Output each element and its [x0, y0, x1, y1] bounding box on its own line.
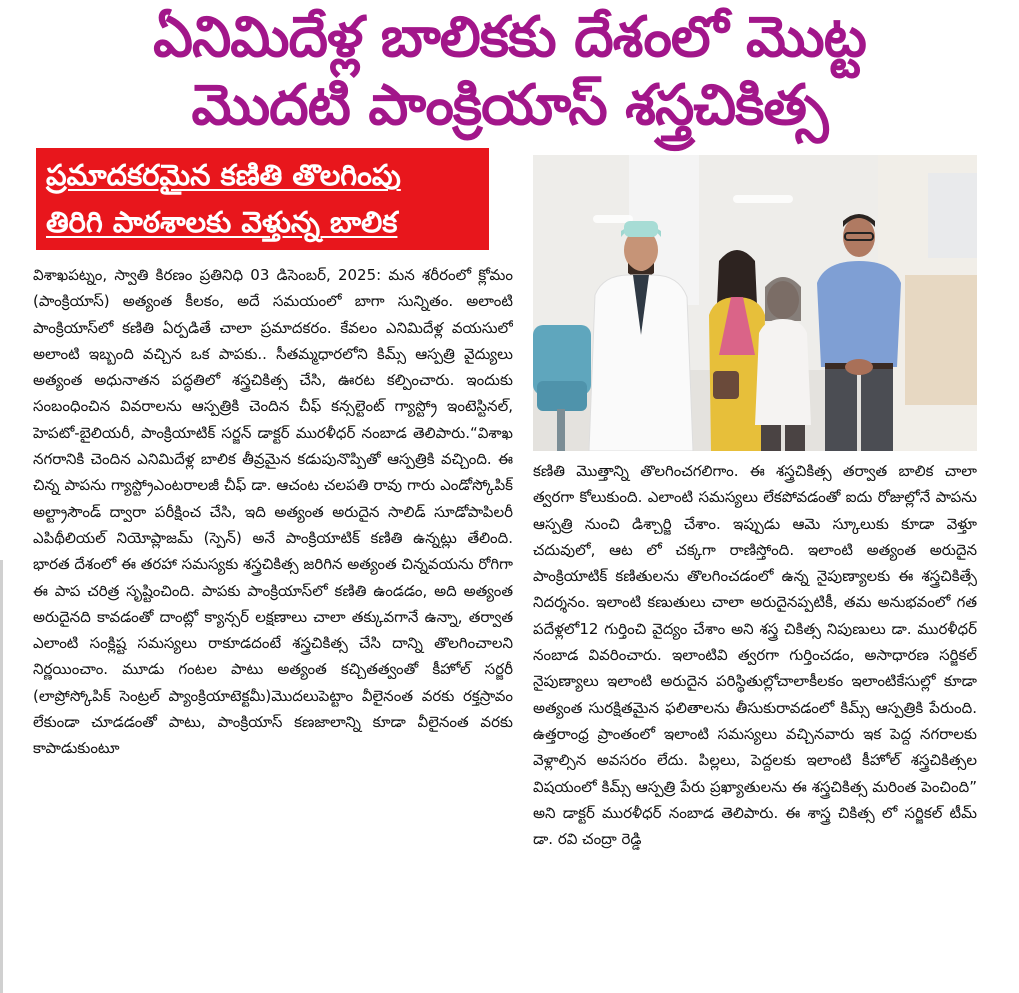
- headline-line-1: ఏనిమిదేళ్ల బాలికకు దేశంలో మొట్ట: [153, 5, 866, 70]
- subheadline-line-2: తిరిగి పాఠశాలకు వెళ్తున్న బాలిక: [46, 205, 398, 239]
- subheadline-line-1: ప్రమాదకరమైన కణితి తొలగింపు: [46, 158, 401, 192]
- page-edge-shadow: [0, 560, 3, 993]
- photo-illustration: [533, 155, 977, 451]
- article-column-left: [33, 262, 513, 993]
- subheadline-box: [36, 148, 489, 250]
- article-column-right: [533, 458, 977, 993]
- news-photo: [533, 155, 977, 451]
- article-text-left: విశాఖపట్నం, స్వాతి కిరణం ప్రతినిధి 03 డిసెంబర్, 2025: మన శరీరంలో క్లోమం (పాంక్రియాస్) అత్యంత కీలకం, అదే సమయంలో బాగా సున్నితం. అలాంటి పాంక్రియాస్‌లో కణితి ఏర్పడితే చాలా ప్రమాదకరం. కేవలం ఎనిమిదేళ్ల వయసులో అలాంటి ఇబ్బంది వచ్చిన ఒక పాపకు.. సీతమ్మధారలోని కిమ్స్ ఆస్పత్రి వైద్యులు అత్యంత అధునాతన పద్ధతిలో శస్త్రచికిత్స చేసి, ఊరట కల్పించారు. ఇందుకు సంబంధించిన వివరాలను ఆస్పత్రికి చెందిన చీఫ్ కన్సల్టెంట్ గ్యాస్ట్రో ఇంటెస్టినల్, హెపటో-బైలియరీ, పాంక్రియాటిక్ సర్జన్ డాక్టర్ మురళీధర్ నంబాడ తెలిపారు.“విశాఖ నగరానికి చెందిన ఎనిమిదేళ్ల బాలిక తీవ్రమైన కడుపునొప్పితో ఆస్పత్రికి వచ్చింది. ఈ చిన్న పాపను గ్యాస్ట్రోఎంటరాలజీ చీఫ్ డా. ఆచంట చలపతి రావు గారు ఎండోస్కోపిక్ అల్ట్రాసౌండ్ ద్వారా పరీక్షించ చేసి, ఇది అత్యంత అరుదైన సాలిడ్ సూడోపాపిలరీ ఎపిథీలియల్ నియోప్లాజమ్ (స్పెన్) అనే పాంక్రియాటిక్ కణితి ఉన్నట్లు తేలింది. భారత దేశంలో ఈ తరహా సమస్యకు శస్త్రచికిత్స జరిగిన అత్యంత చిన్నవయను రోగిగా ఈ పాప చరిత్ర సృష్టించింది. పాపకు పాంక్రియాస్‌లో కణితి ఉండడం, అది అత్యంత అరుదైనది కావడంతో దాంట్లో క్యాన్సర్ లక్షణాలు చాలా తక్కువగానే ఉన్నా, తర్వాత ఎలాంటి సంక్లిష్ట సమస్యలు రాకూడదంటే శస్త్రచికిత్స చేసి దాన్ని తొలగించాలని నిర్ణయించాం. మూడు గంటల పాటు అత్యంత కచ్చితత్వంతో కీహోల్ సర్జరీ (లాప్రోస్కోపిక్ సెంట్రల్ ప్యాంక్రియాటెక్టమీ)మొదలుపెట్టాం వీలైనంత వరకు రక్తస్రావం లేకుండా చూడడంతో పాటు, పాంక్రియాస్ కణజాలాన్ని కూడా వీలైనంత వరకు కాపాడుకుంటూ: [33, 266, 513, 758]
- headline: [0, 4, 1019, 140]
- headline-line-2: మొదటి పాంక్రియాస్ శస్త్రచికిత్స: [191, 73, 828, 138]
- article-text-right: కణితి మొత్తాన్ని తొలగించగలిగాం. ఈ శస్త్రచికిత్స తర్వాత బాలిక చాలా త్వరగా కోలుకుంది. ఎలాంటి సమస్యలు లేకపోవడంతో ఐదు రోజుల్లోనే పాపను ఆస్పత్రి నుంచి డిశ్చార్జి చేశాం. ఇప్పుడు ఆమె స్కూలుకు కూడా వెళ్తూ చదువులో, ఆట లో చక్కగా రాణిస్తోంది. ఇలాంటి అత్యంత అరుదైన పాంక్రియాటిక్ కణితులను తొలగించడంలో ఉన్న నైపుణ్యాలకు ఈ శస్త్రచికిత్సే నిదర్శనం. ఇలాంటి కణుతులు చాలా అరుదైనప్పటికీ, తమ అనుభవంలో గత పదేళ్లలో12 గుర్తించి వైద్యం చేశాం అని శస్త్ర చికిత్స నిపుణులు డా. మురళీధర్ నంబాడ వివరించారు. ఇలాంటివి త్వరగా గుర్తించడం, అసాధారణ సర్జికల్ నైపుణ్యాలు ఇలాంటి అరుదైన పరిస్థితుల్లోచాలాకీలకం ఇలాంటికేసుల్లో కూడా అత్యంత సురక్షితమైన ఫలితాలను తీసుకురావడంలో కిమ్స్ ఆస్పత్రికి పేరుంది. ఉత్తరాంధ్ర ప్రాంతంలో ఇలాంటి సమస్యలు వచ్చినవారు ఇక పెద్ద నగరాలకు వెళ్లాల్సిన అవసరం లేదు. పిల్లలు, పెద్దలకు ఇలాంటి కీహోల్ శస్త్రచికిత్సల విషయంలో కిమ్స్ ఆస్పత్రి పేరు ప్రఖ్యాతులను ఈ శస్త్రచికిత్స మరింత పెంచింది” అని డాక్టర్ మురళీధర్ నంబాడ తెలిపారు. ఈ శాస్త్ర చికిత్స లో సర్జికల్ టీమ్ డా. రవి చంద్రా రెడ్డి: [533, 462, 977, 849]
